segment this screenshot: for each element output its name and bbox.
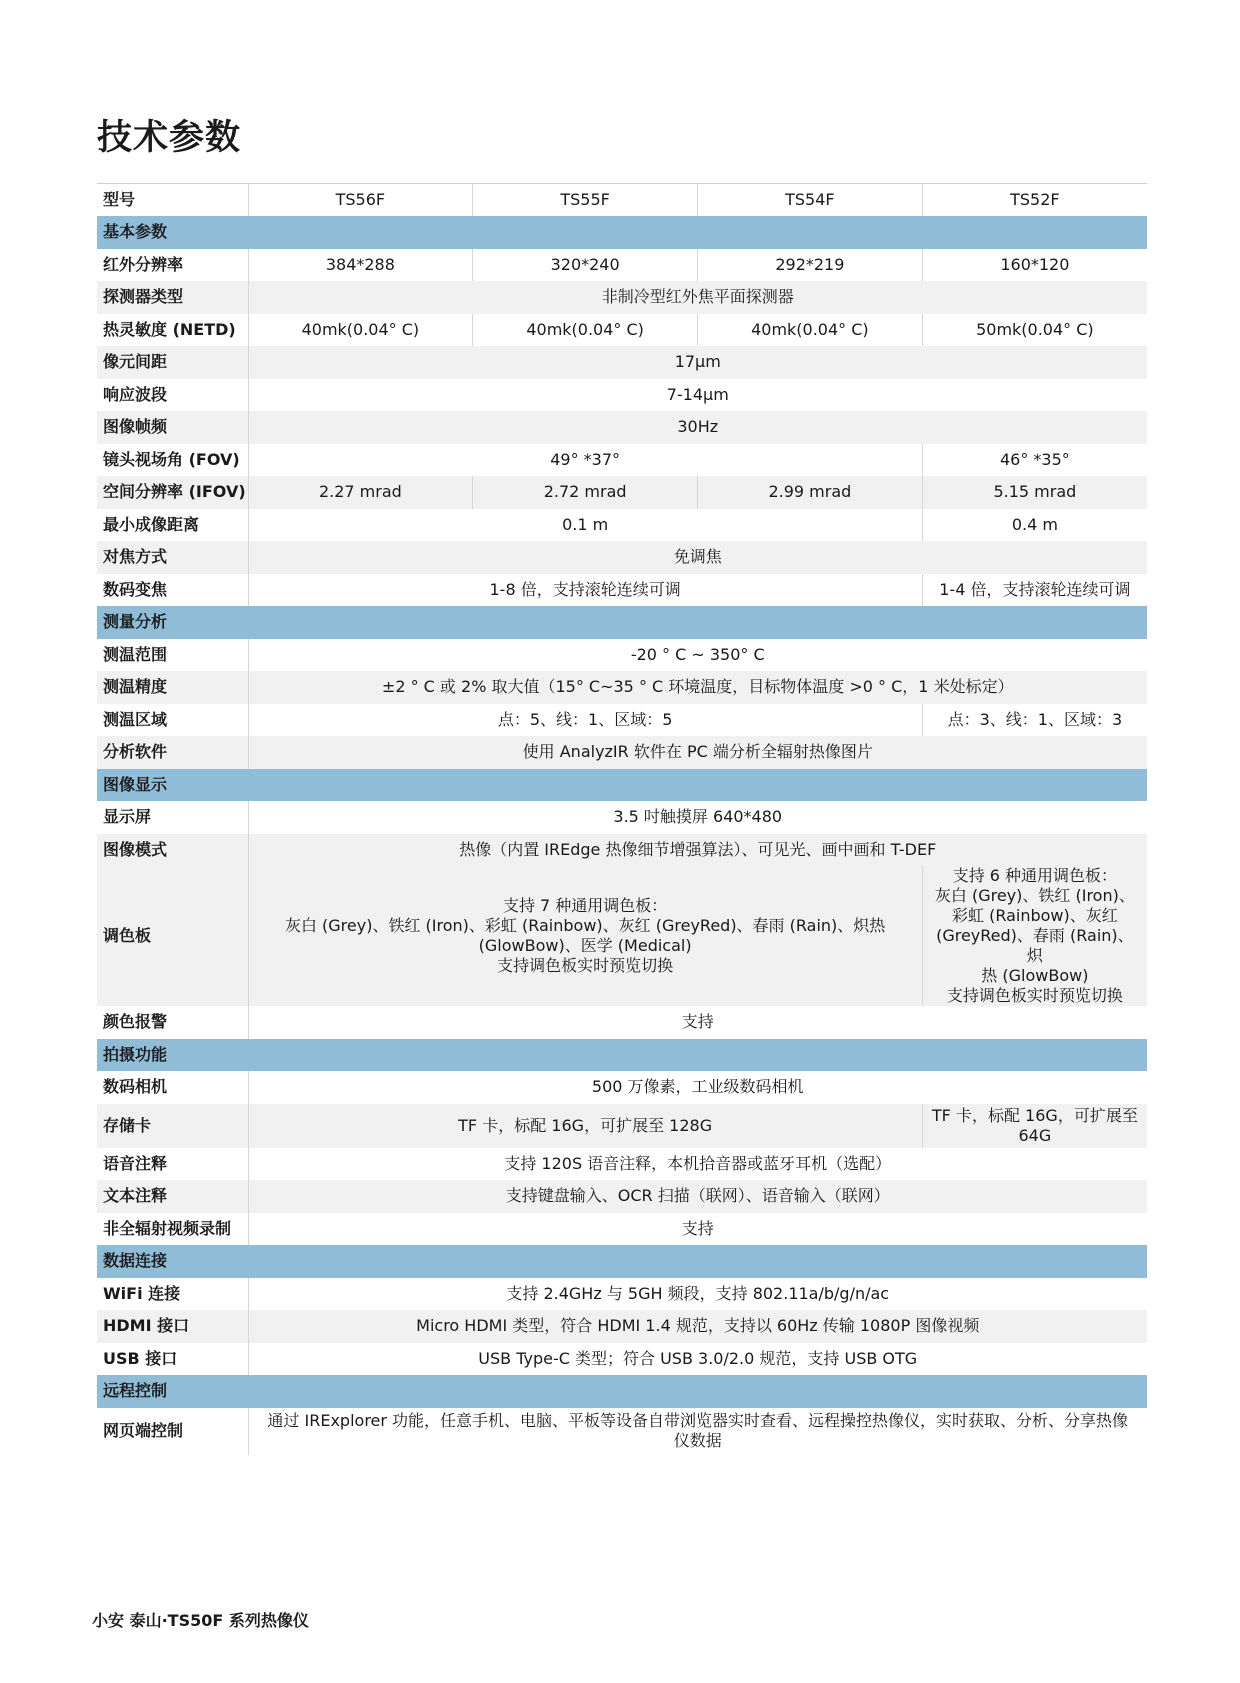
table-row [97, 1006, 1147, 1039]
table-cell: 支持 [248, 1213, 1147, 1246]
table-row-model [97, 184, 1147, 217]
table-cell: 320*240 [473, 249, 698, 282]
row-label: 最小成像距离 [103, 514, 200, 534]
table-row [97, 541, 1147, 574]
model-ts54f: TS54F [698, 184, 923, 217]
row-label: 红外分辨率 [103, 254, 184, 274]
table-row [97, 509, 1147, 542]
table-row [97, 866, 1147, 1006]
row-label: 非全辐射视频录制 [103, 1218, 232, 1238]
table-cell: 1-8 倍，支持滚轮连续可调 [248, 574, 922, 607]
table-cell [922, 866, 1147, 1006]
table-row [97, 281, 1147, 314]
row-label: 网页端控制 [103, 1421, 184, 1440]
table-cell: ±2 ° C 或 2% 取大值（15° C~35 ° C 环境温度，目标物体温度 >0 ° C，1 米处标定） [248, 671, 1147, 704]
row-label: 响应波段 [103, 384, 168, 404]
row-label: 测温范围 [103, 644, 168, 664]
table-cell: 50mk(0.04° C) [922, 314, 1147, 347]
model-ts52f: TS52F [922, 184, 1147, 217]
section-title: 数据连接 [97, 1245, 1147, 1278]
table-row [97, 704, 1147, 737]
table-row [97, 249, 1147, 282]
table-row [97, 314, 1147, 347]
table-cell: 非制冷型红外焦平面探测器 [248, 281, 1147, 314]
storage-line: TF 卡，标配 16G，可扩展至 [931, 1105, 1138, 1125]
row-label: 调色板 [97, 866, 248, 1006]
table-row [97, 736, 1147, 769]
section-title: 基本参数 [97, 216, 1147, 249]
palette-line: 灰白 (Grey)、铁红 (Iron)、彩虹 (Rainbow)、灰红 (GreyRed)、春雨 (Rain)、炽热 [284, 916, 886, 935]
table-cell: 2.72 mrad [473, 476, 698, 509]
table-row [97, 1343, 1147, 1376]
palette-line: 支持 7 种通用调色板： [502, 896, 668, 915]
section-remote [97, 1375, 1147, 1408]
row-label: 型号 [97, 184, 248, 217]
table-cell: 46° *35° [922, 444, 1147, 477]
section-title: 图像显示 [97, 769, 1147, 802]
table-cell: 0.4 m [922, 509, 1147, 542]
table-row [97, 1278, 1147, 1311]
table-cell [248, 866, 922, 1006]
table-cell: 40mk(0.04° C) [698, 314, 923, 347]
palette-line: 支持调色板实时预览切换 [946, 986, 1123, 1005]
table-row [97, 346, 1147, 379]
table-cell: 500 万像素，工业级数码相机 [248, 1071, 1147, 1104]
table-cell: 40mk(0.04° C) [473, 314, 698, 347]
table-cell: 1-4 倍，支持滚轮连续可调 [922, 574, 1147, 607]
row-label: USB 接口 [103, 1348, 178, 1368]
row-label: 图像帧频 [97, 411, 248, 444]
row-label: 存储卡 [97, 1104, 248, 1148]
palette-line: 支持调色板实时预览切换 [497, 956, 674, 975]
table-cell [922, 1104, 1147, 1148]
row-label: 像元间距 [97, 346, 248, 379]
row-label: 图像模式 [97, 834, 248, 867]
table-cell: 5.15 mrad [922, 476, 1147, 509]
row-label: 显示屏 [103, 807, 152, 827]
table-row [97, 1071, 1147, 1104]
table-row [97, 1310, 1147, 1343]
table-row [97, 1104, 1147, 1148]
web-line: 通过 IRExplorer 功能，任意手机、电脑、平板等设备自带浏览器实时查看、远程操控热像仪，实时获取、分析、分享热像 [267, 1411, 1129, 1430]
table-cell: 使用 AnalyzIR 软件在 PC 端分析全辐射热像图片 [248, 736, 1147, 769]
table-cell: 384*288 [248, 249, 473, 282]
palette-line: 热 (GlowBow) [981, 966, 1089, 985]
row-label: 数码相机 [103, 1077, 168, 1097]
palette-line: 支持 6 种通用调色板： [952, 866, 1118, 885]
palette-line: (GlowBow)、医学 (Medical) [478, 936, 692, 955]
web-line: 仪数据 [673, 1431, 722, 1450]
table-cell [248, 1408, 1147, 1455]
row-label: WiFi 连接 [103, 1283, 181, 1303]
table-row [97, 379, 1147, 412]
table-cell: 7-14μm [248, 379, 1147, 412]
row-label: 镜头视场角 (FOV) [103, 449, 240, 469]
table-cell: 3.5 吋触摸屏 640*480 [248, 801, 1147, 834]
row-label: 测温区域 [103, 709, 168, 729]
table-row [97, 411, 1147, 444]
table-cell: 49° *37° [248, 444, 922, 477]
table-row [97, 671, 1147, 704]
table-row [97, 1408, 1147, 1455]
table-cell: 支持 120S 语音注释，本机拾音器或蓝牙耳机（选配） [248, 1148, 1147, 1181]
table-row [97, 1213, 1147, 1246]
spec-table [97, 183, 1147, 1455]
row-label: 探测器类型 [97, 281, 248, 314]
table-cell: 点：3、线：1、区域：3 [922, 704, 1147, 737]
table-cell: 0.1 m [248, 509, 922, 542]
table-cell: 点：5、线：1、区域：5 [248, 704, 922, 737]
palette-line: 灰白 (Grey)、铁红 (Iron)、 [934, 886, 1135, 905]
table-cell: 支持 [248, 1006, 1147, 1039]
page-footer: 小安 泰山·TS50F 系列热像仪 [92, 1611, 309, 1630]
table-cell: Micro HDMI 类型，符合 HDMI 1.4 规范，支持以 60Hz 传输 1080P 图像视频 [248, 1310, 1147, 1343]
section-basic [97, 216, 1147, 249]
page-title: 技术参数 [97, 118, 242, 158]
model-ts56f: TS56F [248, 184, 473, 217]
table-row [97, 801, 1147, 834]
model-ts55f: TS55F [473, 184, 698, 217]
table-row [97, 444, 1147, 477]
table-row [97, 574, 1147, 607]
palette-line: 彩虹 (Rainbow)、灰红 [951, 906, 1118, 925]
section-title: 远程控制 [97, 1375, 1147, 1408]
row-label: 热灵敏度 (NETD) [103, 319, 236, 339]
section-title: 测量分析 [97, 606, 1147, 639]
table-cell: 免调焦 [248, 541, 1147, 574]
table-cell: 热像（内置 IREdge 热像细节增强算法）、可见光、画中画和 T-DEF [248, 834, 1147, 867]
table-row [97, 1180, 1147, 1213]
table-cell: 支持 2.4GHz 与 5GH 频段，支持 802.11a/b/g/n/ac [248, 1278, 1147, 1311]
row-label: 对焦方式 [97, 541, 248, 574]
table-cell: USB Type-C 类型；符合 USB 3.0/2.0 规范，支持 USB OTG [248, 1343, 1147, 1376]
table-cell: 160*120 [922, 249, 1147, 282]
table-row [97, 639, 1147, 672]
table-cell: 292*219 [698, 249, 923, 282]
table-cell: 40mk(0.04° C) [248, 314, 473, 347]
table-row [97, 1148, 1147, 1181]
table-row [97, 476, 1147, 509]
table-cell: 2.27 mrad [248, 476, 473, 509]
row-label: 语音注释 [103, 1153, 168, 1173]
table-cell: -20 ° C ~ 350° C [248, 639, 1147, 672]
palette-line: (GreyRed)、春雨 (Rain)、炽 [936, 926, 1134, 965]
table-cell: 30Hz [248, 411, 1147, 444]
section-title: 拍摄功能 [97, 1039, 1147, 1072]
table-cell: 2.99 mrad [698, 476, 923, 509]
table-cell: 17μm [248, 346, 1147, 379]
row-label: 文本注释 [97, 1180, 248, 1213]
row-label: 数码变焦 [103, 579, 168, 599]
section-capture [97, 1039, 1147, 1072]
storage-line: 64G [1018, 1125, 1052, 1145]
section-display [97, 769, 1147, 802]
row-label: 分析软件 [97, 736, 248, 769]
row-label: 测温精度 [97, 671, 248, 704]
table-cell: TF 卡，标配 16G，可扩展至 128G [248, 1104, 922, 1148]
row-label: 空间分辨率 (IFOV) [97, 476, 248, 509]
table-row [97, 834, 1147, 867]
section-data [97, 1245, 1147, 1278]
row-label: HDMI 接口 [97, 1310, 248, 1343]
table-cell: 支持键盘输入、OCR 扫描（联网）、语音输入（联网） [248, 1180, 1147, 1213]
section-measure [97, 606, 1147, 639]
row-label: 颜色报警 [103, 1012, 168, 1032]
